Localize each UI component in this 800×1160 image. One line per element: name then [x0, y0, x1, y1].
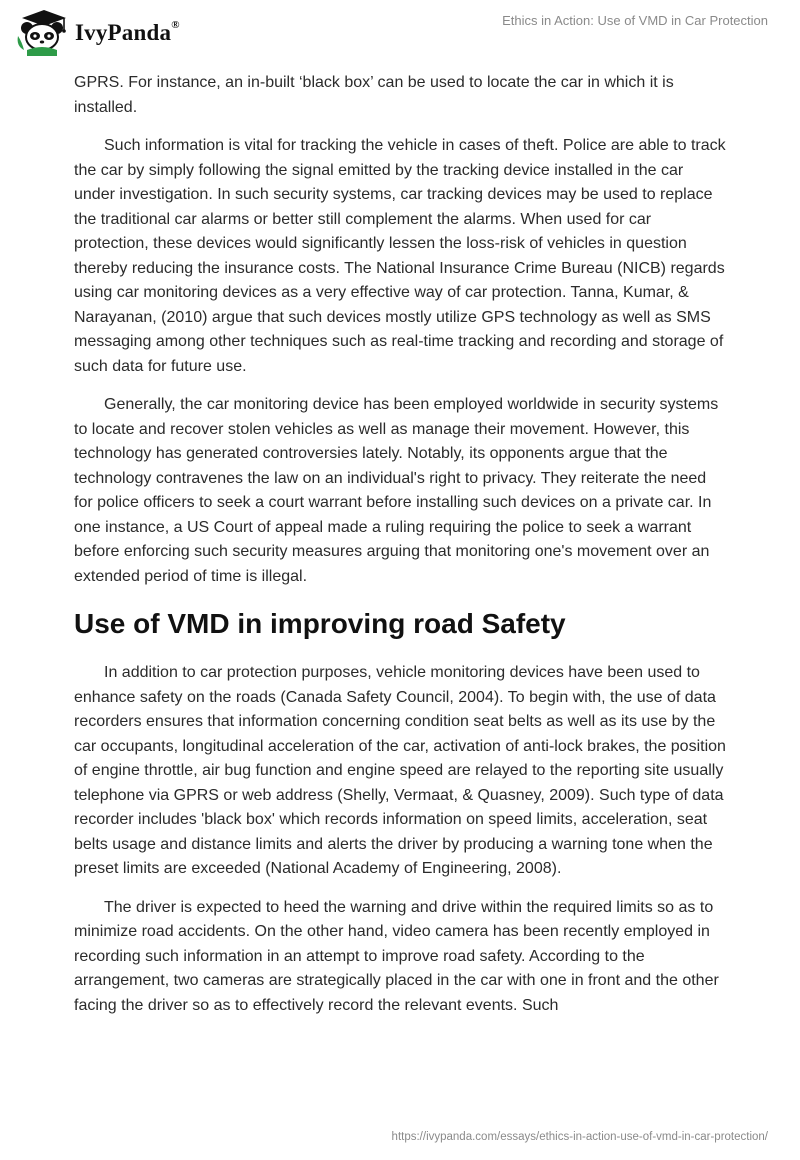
paragraph-1: GPRS. For instance, an in-built ‘black box’ can be used to locate the car in which it is installed. [74, 74, 674, 116]
registered-mark: ® [171, 19, 180, 32]
logo-text: IvyPanda® [75, 19, 180, 45]
paragraph-2: Such information is vital for tracking the vehicle in cases of theft. Police are able to track the car by simply following the signal emitted by the tracking device installed in the car under investigation. In such security systems, car tracking devices may be used to replace the traditional car alarms or better still complement the alarms. When used for car protection, these devices would significantly lessen the loss-risk of vehicles in question thereby reducing the insurance costs. The National Insurance Crime Bureau (NICB) regards using car monitoring devices as a very effective way of car protection. Tanna, Kumar, & Narayanan, (2010) argue that such devices mostly utilize GPS technology as well as SMS messaging among other techniques such as real-time tracking and recording and storage of such data for future use. [74, 137, 726, 375]
logo[interactable] [14, 6, 180, 58]
page-header [0, 0, 800, 70]
paragraph-3: Generally, the car monitoring device has been employed worldwide in security systems to locate and recover stolen vehicles as well as manage their movement. However, this technology has generated controversies lately. Notably, its opponents argue that the technology contravenes the law on an individual's right to privacy. They reiterate the need for police officers to seek a court warrant before installing such devices on a private car. In one instance, a US Court of appeal made a ruling requiring the police to seek a warrant before enforcing such security measures arguing that monitoring one's movement over an extended period of time is illegal. [74, 396, 719, 585]
panda-graduate-icon [14, 6, 72, 58]
section-heading: Use of VMD in improving road Safety [74, 608, 566, 639]
paragraph-4: In addition to car protection purposes, vehicle monitoring devices have been used to enhance safety on the roads (Canada Safety Council, 2004). To begin with, the use of data recorders ensures that information concerning condition seat belts as well as its use by the car occupants, longitudinal acceleration of the car, activation of anti-lock brakes, the position of engine throttle, air bug function and engine speed are relayed to the reporting site usually telephone via GPRS or web address (Shelly, Vermaat, & Quasney, 2009). Such type of data recorder includes 'black box' which records information on speed limits, acceleration, seat belts usage and distance limits and alerts the driver by producing a warning tone when the preset limits are exceeded (National Academy of Engineering, 2008). [74, 664, 726, 877]
document-title: Ethics in Action: Use of VMD in Car Protection [502, 13, 768, 28]
paragraph-5: The driver is expected to heed the warning and drive within the required limits so as to minimize road accidents. On the other hand, video camera has been recently employed in recording such information in an attempt to improve road safety. According to the arrangement, two cameras are strategically placed in the car with one in front and the other facing the driver so as to effectively record the relevant events. Such [74, 898, 719, 1014]
source-url[interactable]: https://ivypanda.com/essays/ethics-in-action-use-of-vmd-in-car-protection/ [391, 1131, 768, 1143]
essay-body [74, 71, 728, 1032]
